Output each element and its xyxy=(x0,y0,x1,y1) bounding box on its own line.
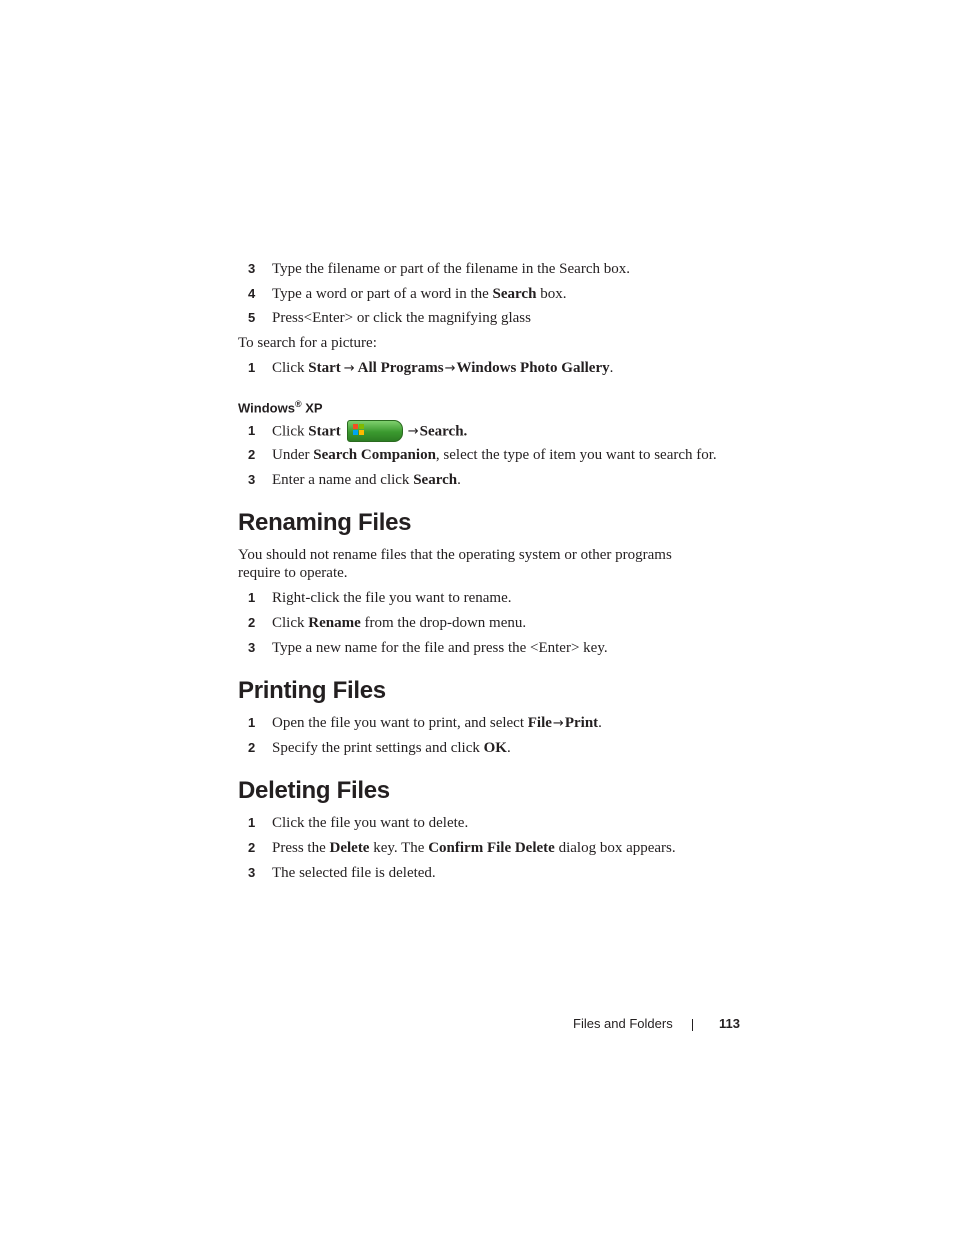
ui-term-search: Search xyxy=(492,286,537,302)
picture-step-1 xyxy=(248,359,613,378)
ui-term-search-companion: Search Companion xyxy=(313,447,436,463)
ui-term-start: Start xyxy=(308,360,341,376)
xp-step-2 xyxy=(248,446,717,464)
step-text: Right-click the file you want to rename. xyxy=(272,590,512,606)
step-text xyxy=(272,285,566,303)
search-step-4 xyxy=(248,285,566,303)
print-step-2 xyxy=(248,739,511,757)
windows-start-button-icon xyxy=(347,420,403,442)
renaming-para-line-1: You should not rename files that the operating system or other programs xyxy=(238,547,672,563)
step-text xyxy=(272,839,676,857)
step-number: 1 xyxy=(248,715,256,730)
rename-step-2 xyxy=(248,614,526,632)
step-text-part: . xyxy=(506,740,511,756)
arrow-icon: → xyxy=(407,424,419,440)
windows-xp-heading xyxy=(238,395,323,417)
renaming-para-line-2: require to operate. xyxy=(238,565,348,581)
footer-section-name: Files and Folders xyxy=(573,1016,673,1031)
step-number: 2 xyxy=(248,740,256,755)
step-text-part: box. xyxy=(536,286,567,302)
step-text-part: Click xyxy=(272,423,309,440)
step-text: The selected file is deleted. xyxy=(272,865,436,881)
step-text-part: Enter a name and click xyxy=(272,472,414,488)
step-text-part: Type a word or part of a word in the xyxy=(272,286,493,302)
step-text-part: Click xyxy=(272,360,309,376)
step-text-part: . xyxy=(598,715,602,731)
step-text-part: from the drop-down menu. xyxy=(360,615,527,631)
xp-step-1 xyxy=(248,421,467,443)
step-text-part: key. The xyxy=(369,840,429,856)
rename-step-3 xyxy=(248,639,608,657)
step-text-part: Click xyxy=(272,615,309,631)
step-text: Type the filename or part of the filename in the Search box. xyxy=(272,261,630,277)
step-number: 1 xyxy=(248,423,256,439)
step-text-part: Under xyxy=(272,447,314,463)
step-number: 1 xyxy=(248,360,256,375)
registered-mark: ® xyxy=(294,399,302,409)
step-number: 5 xyxy=(248,310,256,325)
ui-term-rename: Rename xyxy=(308,615,361,631)
step-number: 1 xyxy=(248,815,256,830)
step-number: 3 xyxy=(248,640,256,655)
search-step-5 xyxy=(248,309,531,327)
heading-part: XP xyxy=(301,400,323,416)
step-number: 3 xyxy=(248,865,256,880)
arrow-icon: → xyxy=(343,361,355,376)
footer-divider xyxy=(692,1019,693,1031)
step-text xyxy=(272,446,717,464)
arrow-icon: → xyxy=(444,361,456,376)
ui-term-delete: Delete xyxy=(329,840,370,856)
step-text xyxy=(272,359,613,378)
delete-step-3 xyxy=(248,864,436,882)
heading-part: Windows xyxy=(238,400,295,416)
ui-term-all-programs: All Programs xyxy=(357,360,444,376)
step-text-part: dialog box appears. xyxy=(554,840,676,856)
step-text xyxy=(272,421,467,443)
step-text-part: , select the type of item you want to search for. xyxy=(435,447,717,463)
step-text: Type a new name for the file and press the <Enter> key. xyxy=(272,640,608,656)
ui-term-start: Start xyxy=(308,423,341,440)
step-text-part: Press the xyxy=(272,840,330,856)
step-text-part: . xyxy=(457,472,461,488)
step-number: 2 xyxy=(248,840,256,855)
search-step-3 xyxy=(248,260,630,278)
step-text-part: Open the file you want to print, and select xyxy=(272,715,528,731)
step-text xyxy=(272,714,602,733)
ui-term-search: Search xyxy=(413,472,458,488)
step-text-part: Specify the print settings and click xyxy=(272,740,484,756)
page-number: 113 xyxy=(719,1016,740,1031)
delete-step-2 xyxy=(248,839,676,857)
step-number: 2 xyxy=(248,447,256,462)
renaming-files-heading: Renaming Files xyxy=(238,509,412,536)
step-text: Click the file you want to delete. xyxy=(272,815,469,831)
print-step-1 xyxy=(248,714,602,733)
step-number: 1 xyxy=(248,590,256,605)
step-number: 2 xyxy=(248,615,256,630)
step-text xyxy=(272,739,511,757)
rename-step-1 xyxy=(248,589,512,607)
xp-step-3 xyxy=(248,471,461,489)
windows-flag-icon xyxy=(353,424,365,436)
ui-term-print: Print xyxy=(564,715,599,731)
printing-files-heading: Printing Files xyxy=(238,677,386,704)
ui-term-confirm-file-delete: Confirm File Delete xyxy=(428,840,555,856)
step-text xyxy=(272,471,461,489)
ui-term-file: File xyxy=(527,715,552,731)
deleting-files-heading: Deleting Files xyxy=(238,777,390,804)
ui-term-search: Search. xyxy=(419,423,468,440)
ui-term-ok: OK xyxy=(483,740,507,756)
step-number: 4 xyxy=(248,286,256,301)
step-text: Press<Enter> or click the magnifying glass xyxy=(272,310,531,326)
picture-intro: To search for a picture: xyxy=(238,335,377,351)
step-number: 3 xyxy=(248,472,256,487)
ui-term-photo-gallery: Windows Photo Gallery xyxy=(456,360,610,376)
delete-step-1 xyxy=(248,814,468,832)
arrow-icon: → xyxy=(552,716,564,731)
step-text xyxy=(272,614,526,632)
step-text-part: . xyxy=(609,360,614,376)
step-number: 3 xyxy=(248,261,256,276)
